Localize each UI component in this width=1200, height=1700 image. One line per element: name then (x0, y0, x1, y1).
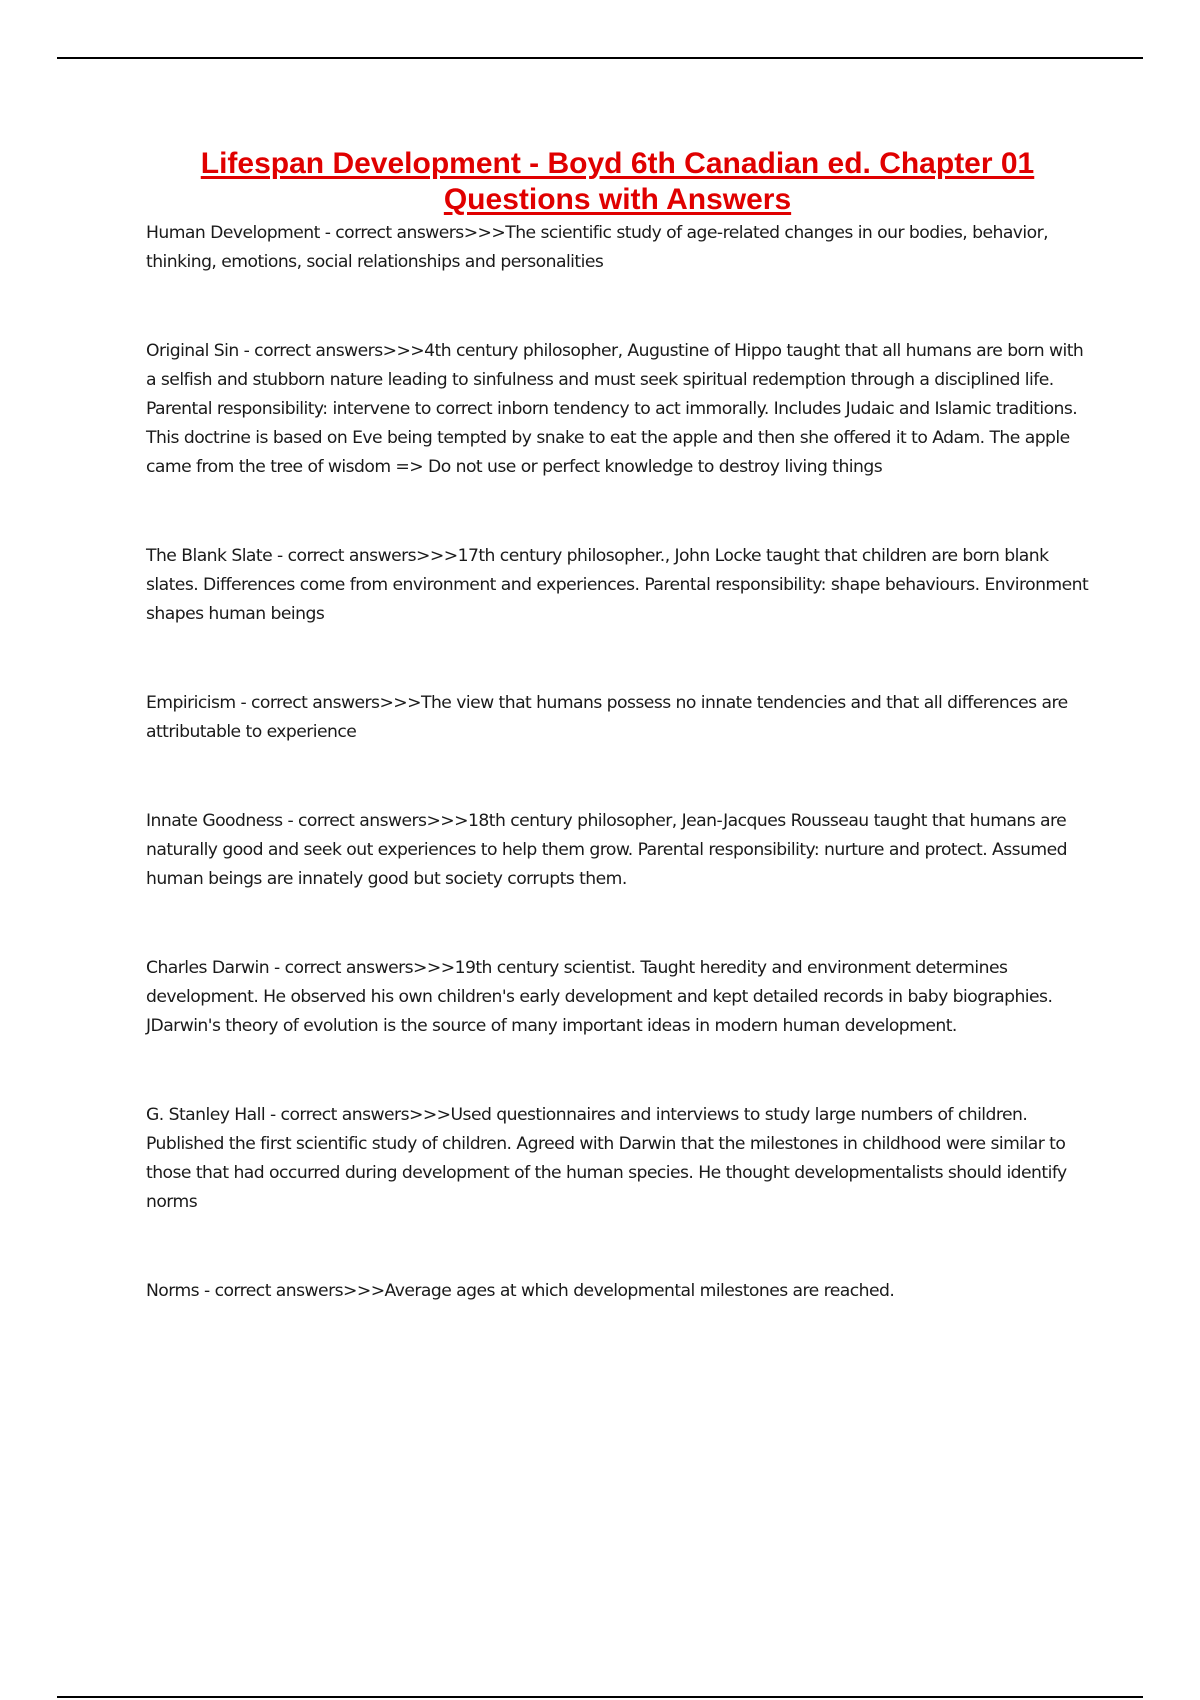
qa-entry-list (146, 219, 1096, 1366)
qa-entry-human-development: Human Development - correct answers>>>The scientific study of age-related changes in our bodies, behavior, thinking, emotions, social relationships and personalities (146, 223, 1049, 272)
page-bottom-rule (57, 1696, 1143, 1698)
qa-entry-charles-darwin: Charles Darwin - correct answers>>>19th century scientist. Taught heredity and environment determines development. He observed his own children's early development and kept detailed records in baby biographies. JDarwin's theory of evolution is the source of many important ideas in modern human development. (146, 958, 1053, 1036)
qa-entry-g-stanley-hall: G. Stanley Hall - correct answers>>>Used questionnaires and interviews to study large numbers of children. Published the first scientific study of children. Agreed with Darwin that the milestones in childhood were similar to those that had occurred during development of the human species. He thought developmentalists should identify norms (146, 1105, 1067, 1212)
qa-entry-blank-slate: The Blank Slate - correct answers>>>17th century philosopher., John Locke taught that children are born blank slates. Differences come from environment and experiences. Parental responsibility: shape behaviours. Environment shapes human beings (146, 546, 1089, 624)
qa-entry-empiricism: Empiricism - correct answers>>>The view that humans possess no innate tendencies and that all differences are attributable to experience (146, 693, 1068, 742)
qa-entry-norms: Norms - correct answers>>>Average ages at which developmental milestones are reached. (146, 1281, 895, 1301)
page-top-rule (57, 57, 1143, 59)
document-title: Lifespan Development - Boyd 6th Canadian ed. Chapter 01 Questions with Answers (200, 147, 1035, 216)
qa-entry-innate-goodness: Innate Goodness - correct answers>>>18th century philosopher, Jean-Jacques Rousseau taught that humans are naturally good and seek out experiences to help them grow. Parental responsibility: nurture and protect. Assumed human beings are innately good but society corrupts them. (146, 811, 1067, 889)
qa-entry-original-sin: Original Sin - correct answers>>>4th century philosopher, Augustine of Hippo taught that all humans are born with a selfish and stubborn nature leading to sinfulness and must seek spiritual redemption through a disciplined life. Parental responsibility: intervene to correct inborn tendency to act immorally. Includes Judaic and Islamic traditions. This doctrine is based on Eve being tempted by snake to eat the apple and then she offered it to Adam. The apple came from the tree of wisdom => Do not use or perfect knowledge to destroy living things (146, 341, 1084, 477)
